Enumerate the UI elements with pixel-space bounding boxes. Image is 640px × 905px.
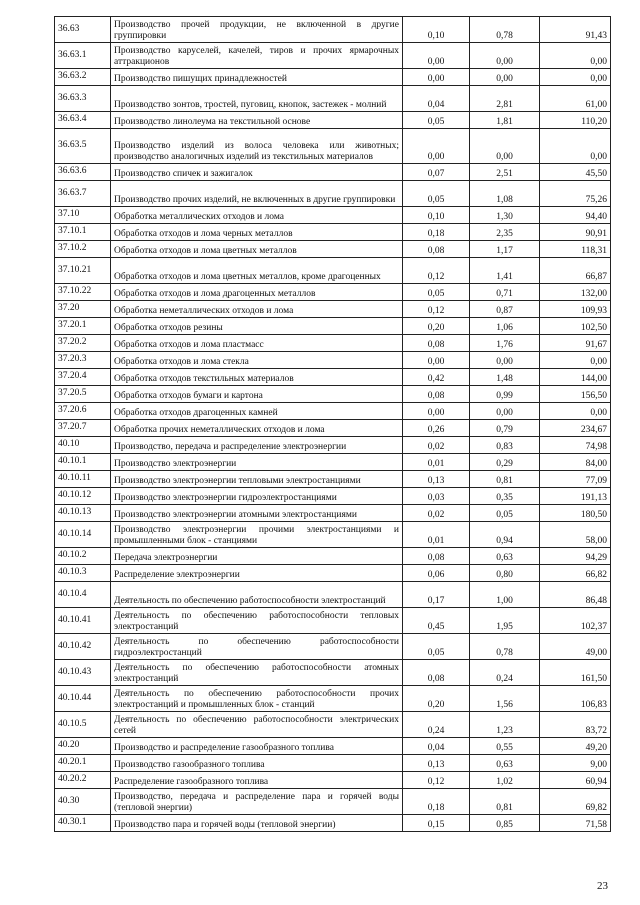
row-value-2: 0,00	[470, 43, 540, 69]
row-value-1: 0,00	[403, 352, 470, 369]
row-code: 36.63.3	[55, 86, 111, 112]
row-value-3: 69,82	[540, 789, 611, 815]
row-value-3: 58,00	[540, 522, 611, 548]
row-code: 40.10.42	[55, 634, 111, 660]
row-code: 40.10.13	[55, 505, 111, 522]
row-value-2: 1,56	[470, 686, 540, 712]
row-value-3: 191,13	[540, 488, 611, 505]
row-value-3: 77,09	[540, 471, 611, 488]
row-value-1: 0,08	[403, 241, 470, 258]
row-code: 37.20.1	[55, 318, 111, 335]
row-value-3: 156,50	[540, 386, 611, 403]
row-value-1: 0,08	[403, 548, 470, 565]
row-activity-name: Производство и распределение газообразного топлива	[111, 738, 403, 755]
row-value-2: 1,08	[470, 181, 540, 207]
row-value-3: 102,37	[540, 608, 611, 634]
row-activity-name: Деятельность по обеспечению работоспособности электростанций	[111, 582, 403, 608]
row-value-3: 90,91	[540, 224, 611, 241]
table-row	[55, 181, 611, 207]
row-code: 37.10.22	[55, 284, 111, 301]
row-value-3: 132,00	[540, 284, 611, 301]
table-row	[55, 258, 611, 284]
row-value-3: 94,40	[540, 207, 611, 224]
row-value-1: 0,00	[403, 403, 470, 420]
row-activity-name: Обработка отходов резины	[111, 318, 403, 335]
table-row	[55, 634, 611, 660]
row-value-3: 110,20	[540, 112, 611, 129]
row-activity-name: Обработка отходов драгоценных камней	[111, 403, 403, 420]
row-code: 36.63.7	[55, 181, 111, 207]
row-value-3: 0,00	[540, 403, 611, 420]
row-value-2: 1,06	[470, 318, 540, 335]
row-value-1: 0,45	[403, 608, 470, 634]
table-row	[55, 224, 611, 241]
row-code: 37.20.7	[55, 420, 111, 437]
row-value-3: 180,50	[540, 505, 611, 522]
row-code: 36.63.4	[55, 112, 111, 129]
row-value-2: 0,83	[470, 437, 540, 454]
row-code: 40.10.12	[55, 488, 111, 505]
row-activity-name: Производство, передача и распределение пара и горячей воды (тепловой энергии)	[111, 789, 403, 815]
row-value-2: 0,80	[470, 565, 540, 582]
data-table-container	[54, 16, 610, 832]
row-activity-name: Производство зонтов, тростей, пуговиц, кнопок, застежек - молний	[111, 86, 403, 112]
row-code: 37.20.5	[55, 386, 111, 403]
table-row	[55, 772, 611, 789]
row-value-1: 0,20	[403, 318, 470, 335]
table-row	[55, 471, 611, 488]
table-row	[55, 352, 611, 369]
row-value-3: 74,98	[540, 437, 611, 454]
row-value-3: 144,00	[540, 369, 611, 386]
table-row	[55, 488, 611, 505]
table-row	[55, 660, 611, 686]
row-activity-name: Распределение электроэнергии	[111, 565, 403, 582]
row-value-2: 1,95	[470, 608, 540, 634]
row-activity-name: Деятельность по обеспечению работоспособности электрических сетей	[111, 712, 403, 738]
row-value-3: 86,48	[540, 582, 611, 608]
row-activity-name: Обработка отходов и лома пластмасс	[111, 335, 403, 352]
row-code: 36.63.6	[55, 164, 111, 181]
row-value-2: 0,00	[470, 69, 540, 86]
table-row	[55, 369, 611, 386]
row-code: 37.20.3	[55, 352, 111, 369]
row-value-3: 66,82	[540, 565, 611, 582]
row-value-1: 0,12	[403, 258, 470, 284]
row-value-3: 60,94	[540, 772, 611, 789]
row-value-3: 49,20	[540, 738, 611, 755]
row-value-1: 0,24	[403, 712, 470, 738]
row-value-2: 0,79	[470, 420, 540, 437]
table-row	[55, 335, 611, 352]
table-row	[55, 755, 611, 772]
row-activity-name: Обработка отходов и лома цветных металлов	[111, 241, 403, 258]
row-code: 40.30	[55, 789, 111, 815]
row-code: 37.10	[55, 207, 111, 224]
row-activity-name: Обработка отходов и лома цветных металлов, кроме драгоценных	[111, 258, 403, 284]
row-value-3: 75,26	[540, 181, 611, 207]
row-value-2: 0,78	[470, 17, 540, 43]
row-activity-name: Обработка отходов бумаги и картона	[111, 386, 403, 403]
row-value-2: 0,71	[470, 284, 540, 301]
row-activity-name: Обработка отходов и лома стекла	[111, 352, 403, 369]
row-value-3: 91,67	[540, 335, 611, 352]
page-number: 23	[597, 880, 608, 892]
row-value-1: 0,12	[403, 772, 470, 789]
row-value-1: 0,20	[403, 686, 470, 712]
row-value-3: 66,87	[540, 258, 611, 284]
table-row	[55, 712, 611, 738]
row-value-1: 0,05	[403, 112, 470, 129]
table-row	[55, 522, 611, 548]
row-code: 40.10.4	[55, 582, 111, 608]
row-activity-name: Производство прочей продукции, не включенной в другие группировки	[111, 17, 403, 43]
row-value-2: 0,63	[470, 548, 540, 565]
row-value-2: 1,00	[470, 582, 540, 608]
table-row	[55, 17, 611, 43]
row-value-1: 0,18	[403, 224, 470, 241]
row-code: 36.63.5	[55, 129, 111, 164]
table-row	[55, 454, 611, 471]
row-value-2: 0,85	[470, 815, 540, 832]
row-value-2: 2,35	[470, 224, 540, 241]
row-value-3: 49,00	[540, 634, 611, 660]
row-value-2: 0,24	[470, 660, 540, 686]
row-value-1: 0,12	[403, 301, 470, 318]
table-row	[55, 548, 611, 565]
row-value-1: 0,08	[403, 660, 470, 686]
row-code: 36.63.1	[55, 43, 111, 69]
row-value-1: 0,02	[403, 437, 470, 454]
row-value-1: 0,04	[403, 86, 470, 112]
row-activity-name: Передача электроэнергии	[111, 548, 403, 565]
row-code: 37.10.21	[55, 258, 111, 284]
table-row	[55, 403, 611, 420]
row-value-2: 0,00	[470, 403, 540, 420]
row-code: 40.10.44	[55, 686, 111, 712]
row-code: 40.10	[55, 437, 111, 454]
table-row	[55, 69, 611, 86]
row-value-3: 71,58	[540, 815, 611, 832]
row-value-1: 0,08	[403, 335, 470, 352]
row-value-1: 0,05	[403, 284, 470, 301]
row-activity-name: Производство пара и горячей воды (тепловой энергии)	[111, 815, 403, 832]
row-code: 40.20.1	[55, 755, 111, 772]
table-row	[55, 789, 611, 815]
row-value-2: 0,81	[470, 471, 540, 488]
row-value-1: 0,01	[403, 522, 470, 548]
table-row	[55, 437, 611, 454]
row-activity-name: Обработка отходов и лома черных металлов	[111, 224, 403, 241]
table-row	[55, 284, 611, 301]
row-activity-name: Деятельность по обеспечению работоспособности гидроэлектростанций	[111, 634, 403, 660]
table-row	[55, 86, 611, 112]
row-activity-name: Обработка отходов и лома драгоценных металлов	[111, 284, 403, 301]
row-value-2: 0,55	[470, 738, 540, 755]
row-activity-name: Производство пишущих принадлежностей	[111, 69, 403, 86]
row-value-2: 0,81	[470, 789, 540, 815]
row-value-3: 106,83	[540, 686, 611, 712]
row-value-3: 161,50	[540, 660, 611, 686]
row-code: 40.10.11	[55, 471, 111, 488]
row-value-3: 83,72	[540, 712, 611, 738]
row-value-2: 0,29	[470, 454, 540, 471]
row-value-1: 0,00	[403, 129, 470, 164]
table-row	[55, 420, 611, 437]
row-value-3: 94,29	[540, 548, 611, 565]
row-code: 37.10.2	[55, 241, 111, 258]
row-value-3: 0,00	[540, 129, 611, 164]
row-value-1: 0,00	[403, 43, 470, 69]
row-code: 37.10.1	[55, 224, 111, 241]
row-value-2: 1,81	[470, 112, 540, 129]
row-value-2: 0,94	[470, 522, 540, 548]
row-value-1: 0,10	[403, 17, 470, 43]
table-row	[55, 164, 611, 181]
row-value-3: 0,00	[540, 69, 611, 86]
row-code: 37.20.2	[55, 335, 111, 352]
row-value-2: 1,30	[470, 207, 540, 224]
row-activity-name: Производство спичек и зажигалок	[111, 164, 403, 181]
row-activity-name: Обработка прочих неметаллических отходов и лома	[111, 420, 403, 437]
row-activity-name: Обработка отходов текстильных материалов	[111, 369, 403, 386]
row-value-1: 0,03	[403, 488, 470, 505]
row-value-1: 0,18	[403, 789, 470, 815]
row-value-2: 0,87	[470, 301, 540, 318]
table-row	[55, 207, 611, 224]
data-table	[54, 16, 611, 832]
row-value-2: 0,78	[470, 634, 540, 660]
row-code: 40.10.43	[55, 660, 111, 686]
row-value-1: 0,04	[403, 738, 470, 755]
row-activity-name: Производство линолеума на текстильной основе	[111, 112, 403, 129]
row-value-2: 0,35	[470, 488, 540, 505]
row-value-1: 0,07	[403, 164, 470, 181]
row-value-3: 109,93	[540, 301, 611, 318]
table-row	[55, 318, 611, 335]
table-row	[55, 608, 611, 634]
row-value-2: 1,02	[470, 772, 540, 789]
row-value-2: 1,23	[470, 712, 540, 738]
table-row	[55, 815, 611, 832]
row-value-1: 0,26	[403, 420, 470, 437]
row-value-2: 1,41	[470, 258, 540, 284]
row-value-1: 0,10	[403, 207, 470, 224]
row-value-1: 0,02	[403, 505, 470, 522]
row-value-1: 0,05	[403, 634, 470, 660]
row-code: 40.20	[55, 738, 111, 755]
row-value-1: 0,15	[403, 815, 470, 832]
row-code: 40.10.5	[55, 712, 111, 738]
row-value-3: 234,67	[540, 420, 611, 437]
row-value-3: 0,00	[540, 43, 611, 69]
row-value-2: 2,81	[470, 86, 540, 112]
row-value-1: 0,06	[403, 565, 470, 582]
row-activity-name: Производство электроэнергии	[111, 454, 403, 471]
row-value-3: 84,00	[540, 454, 611, 471]
row-activity-name: Производство электроэнергии гидроэлектростанциями	[111, 488, 403, 505]
row-value-1: 0,00	[403, 69, 470, 86]
table-row	[55, 686, 611, 712]
row-value-3: 45,50	[540, 164, 611, 181]
row-code: 37.20.4	[55, 369, 111, 386]
table-row	[55, 301, 611, 318]
table-row	[55, 112, 611, 129]
row-code: 40.10.14	[55, 522, 111, 548]
row-value-2: 0,00	[470, 129, 540, 164]
row-value-1: 0,01	[403, 454, 470, 471]
row-code: 40.10.2	[55, 548, 111, 565]
row-code: 36.63	[55, 17, 111, 43]
row-code: 37.20.6	[55, 403, 111, 420]
row-value-3: 91,43	[540, 17, 611, 43]
table-row	[55, 129, 611, 164]
row-value-1: 0,05	[403, 181, 470, 207]
row-value-1: 0,13	[403, 471, 470, 488]
table-body	[55, 17, 611, 832]
row-value-1: 0,08	[403, 386, 470, 403]
row-value-3: 0,00	[540, 352, 611, 369]
row-code: 40.10.41	[55, 608, 111, 634]
row-value-3: 118,31	[540, 241, 611, 258]
row-activity-name: Производство прочих изделий, не включенных в другие группировки	[111, 181, 403, 207]
row-value-2: 0,99	[470, 386, 540, 403]
row-activity-name: Производство каруселей, качелей, тиров и прочих ярмарочных аттракционов	[111, 43, 403, 69]
row-value-1: 0,42	[403, 369, 470, 386]
row-value-2: 1,48	[470, 369, 540, 386]
row-value-2: 2,51	[470, 164, 540, 181]
row-value-2: 1,17	[470, 241, 540, 258]
row-activity-name: Производство, передача и распределение электроэнергии	[111, 437, 403, 454]
row-activity-name: Деятельность по обеспечению работоспособности тепловых электростанций	[111, 608, 403, 634]
row-activity-name: Деятельность по обеспечению работоспособности прочих электростанций и промышленных блок - станций	[111, 686, 403, 712]
table-row	[55, 505, 611, 522]
row-code: 40.10.3	[55, 565, 111, 582]
row-code: 40.30.1	[55, 815, 111, 832]
row-activity-name: Производство электроэнергии прочими электростанциями и промышленными блок - станциями	[111, 522, 403, 548]
row-activity-name: Производство изделий из волоса человека или животных; производство аналогичных изделий из текстильных материалов	[111, 129, 403, 164]
row-value-2: 0,00	[470, 352, 540, 369]
row-value-3: 9,00	[540, 755, 611, 772]
table-row	[55, 241, 611, 258]
row-value-2: 0,05	[470, 505, 540, 522]
table-row	[55, 582, 611, 608]
row-code: 37.20	[55, 301, 111, 318]
table-row	[55, 738, 611, 755]
table-row	[55, 386, 611, 403]
table-row	[55, 43, 611, 69]
row-activity-name: Производство электроэнергии атомными электростанциями	[111, 505, 403, 522]
row-value-3: 61,00	[540, 86, 611, 112]
row-activity-name: Распределение газообразного топлива	[111, 772, 403, 789]
row-activity-name: Обработка неметаллических отходов и лома	[111, 301, 403, 318]
row-value-1: 0,17	[403, 582, 470, 608]
row-value-2: 1,76	[470, 335, 540, 352]
row-code: 40.10.1	[55, 454, 111, 471]
row-activity-name: Производство электроэнергии тепловыми электростанциями	[111, 471, 403, 488]
table-row	[55, 565, 611, 582]
row-code: 36.63.2	[55, 69, 111, 86]
row-activity-name: Обработка металлических отходов и лома	[111, 207, 403, 224]
row-code: 40.20.2	[55, 772, 111, 789]
row-value-3: 102,50	[540, 318, 611, 335]
row-value-1: 0,13	[403, 755, 470, 772]
row-activity-name: Производство газообразного топлива	[111, 755, 403, 772]
row-activity-name: Деятельность по обеспечению работоспособности атомных электростанций	[111, 660, 403, 686]
row-value-2: 0,63	[470, 755, 540, 772]
